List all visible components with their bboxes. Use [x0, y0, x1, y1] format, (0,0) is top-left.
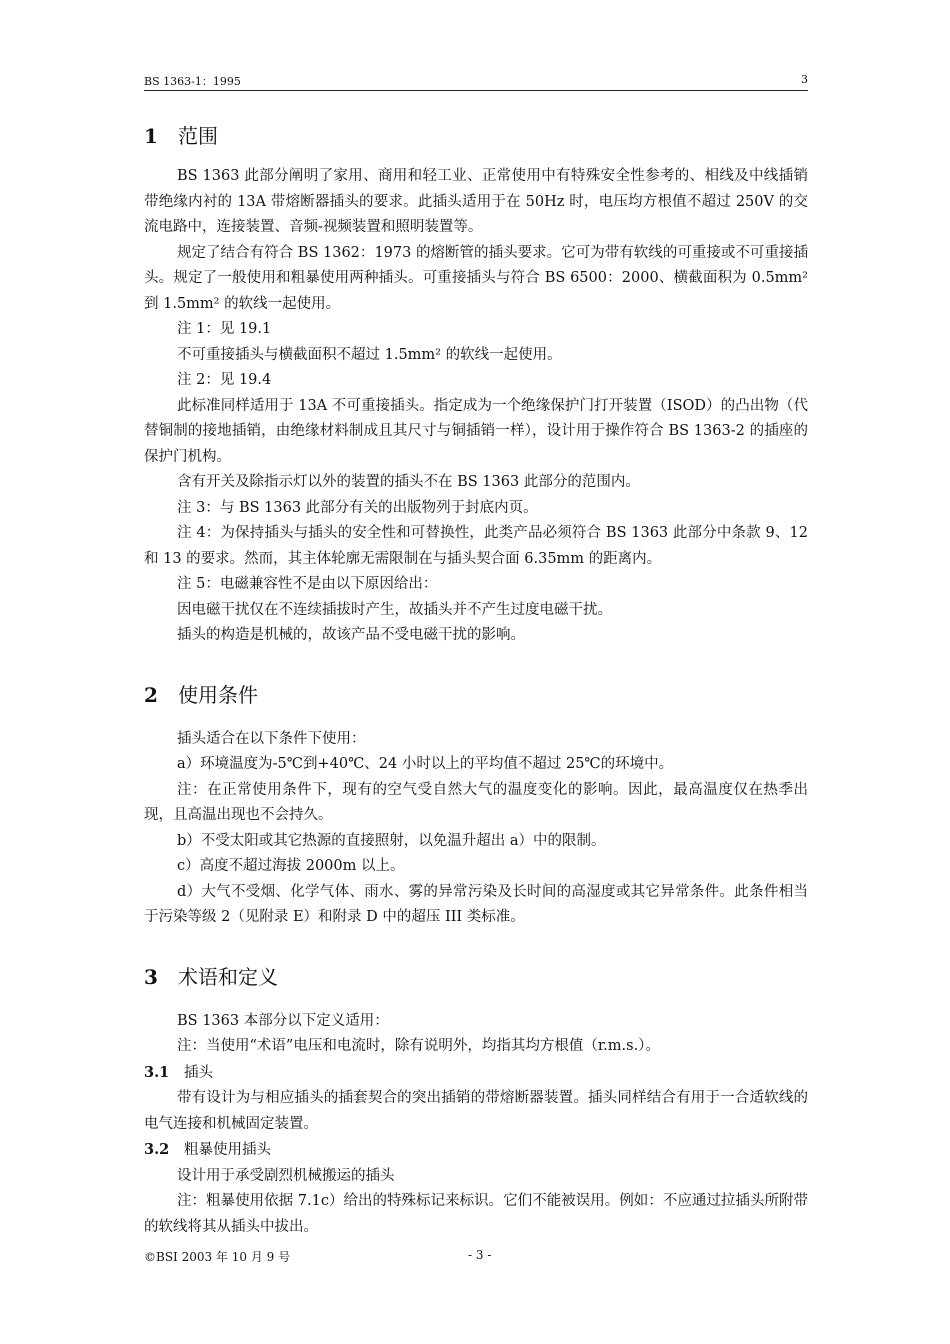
- section-number: 1: [144, 124, 158, 148]
- subsection-number: 3.2: [144, 1141, 170, 1158]
- section-3-heading: [144, 959, 808, 995]
- paragraph: 带有设计为与相应插头的插套契合的突出插销的带熔断器装置。插头同样结合有用于一合适软线的电气连接和机械固定装置。: [144, 1090, 808, 1132]
- paragraph: 因电磁干扰仅在不连续插拔时产生，故插头并不产生过度电磁干扰。: [177, 601, 612, 618]
- paragraph: 含有开关及除指示灯以外的装置的插头不在 BS 1363 此部分的范围内。: [177, 474, 640, 490]
- list-item: a）环境温度为-5℃到+40℃、24 小时以上的平均值不超过 25℃的环境中。: [177, 756, 674, 772]
- subsection-3-2-heading: [144, 1137, 808, 1164]
- paragraph: 不可重接插头与横截面积不超过 1.5mm² 的软线一起使用。: [177, 346, 562, 363]
- subsection-number: 3.1: [144, 1063, 170, 1081]
- paragraph: 插头适合在以下条件下使用：: [177, 730, 366, 747]
- paragraph: 此标准同样适用于 13A 不可重接插头。指定成为一个绝缘保护门打开装置（ISOD）的凸出物（代替铜制的接地插销，由绝缘材料制成且其尺寸与铜插销一样），设计用于操作符合 BS 1363-2 的插座的保护门机构。: [144, 397, 808, 465]
- footer-copyright: ©BSI 2003 年 10 月 9 号: [144, 1250, 291, 1264]
- paragraph: BS 1363 此部分阐明了家用、商用和轻工业、正常使用中有特殊安全性参考的、相线及中线插销带绝缘内衬的 13A 带熔断器插头的要求。此插头适用于在 50Hz 时，电压均方根值不超过 250V 的交流电路中，连接装置、音频-视频装置和照明装置等。: [144, 168, 808, 235]
- paragraph: 插头的构造是机械的，故该产品不受电磁干扰的影响。: [177, 627, 525, 643]
- note: 注 2：见 19.4: [177, 372, 272, 388]
- section-title: 使用条件: [178, 682, 258, 707]
- section-title: 范围: [178, 124, 218, 148]
- paragraph: 规定了结合有符合 BS 1362：1973 的熔断管的插头要求。它可为带有软线的可重接或不可重接插头。规定了一般使用和粗暴使用两种插头。可重接插头与符合 BS 6500：2000、横截面积为 0.5mm² 到 1.5mm² 的软线一起使用。: [144, 244, 808, 312]
- subsection-title: 插头: [184, 1064, 213, 1081]
- note: 注 3：与 BS 1363 此部分有关的出版物列于封底内页。: [177, 499, 538, 516]
- document-body: [144, 118, 808, 1240]
- section-number: 3: [144, 964, 158, 989]
- note: 注：粗暴使用依据 7.1c）给出的特殊标记来标识。它们不能被误用。例如：不应通过拉插头所附带的软线将其从插头中拔出。: [144, 1193, 808, 1235]
- section-title: 术语和定义: [178, 964, 278, 989]
- section-number: 2: [144, 682, 158, 707]
- paragraph: 设计用于承受剧烈机械搬运的插头: [177, 1167, 395, 1184]
- header-rule: [144, 90, 808, 91]
- section-2-heading: [144, 677, 808, 713]
- note: 注：在正常使用条件下，现有的空气受自然大气的温度变化的影响。因此，最高温度仅在热季出现，且高温出现也不会持久。: [144, 781, 808, 823]
- note: 注 1：见 19.1: [177, 321, 272, 337]
- paragraph: BS 1363 本部分以下定义适用：: [177, 1012, 389, 1029]
- note: 注：当使用“术语”电压和电流时，除有说明外，均指其均方根值（r.m.s.）。: [177, 1038, 660, 1054]
- subsection-title: 粗暴使用插头: [184, 1142, 271, 1158]
- subsection-3-1-heading: [144, 1060, 808, 1087]
- list-item: d）大气不受烟、化学气体、雨水、雾的异常污染及长时间的高湿度或其它异常条件。此条件相当于污染等级 2（见附录 E）和附录 D 中的超压 III 类标准。: [144, 883, 808, 925]
- note: 注 5：电磁兼容性不是由以下原因给出：: [177, 576, 438, 592]
- list-item: b）不受太阳或其它热源的直接照射，以免温升超出 a）中的限制。: [177, 832, 606, 849]
- header-page-number: 3: [801, 73, 808, 86]
- list-item: c）高度不超过海拔 2000m 以上。: [177, 858, 405, 874]
- section-1-heading: [144, 118, 808, 154]
- note: 注 4：为保持插头与插头的安全性和可替换性，此类产品必须符合 BS 1363 此部分中条款 9、12 和 13 的要求。然而，其主体轮廓无需限制在与插头契合面 6.35mm 的距离内。: [144, 525, 808, 567]
- header-standard-id: BS 1363-1：1995: [144, 75, 241, 88]
- footer-page-number: - 3 -: [468, 1248, 492, 1262]
